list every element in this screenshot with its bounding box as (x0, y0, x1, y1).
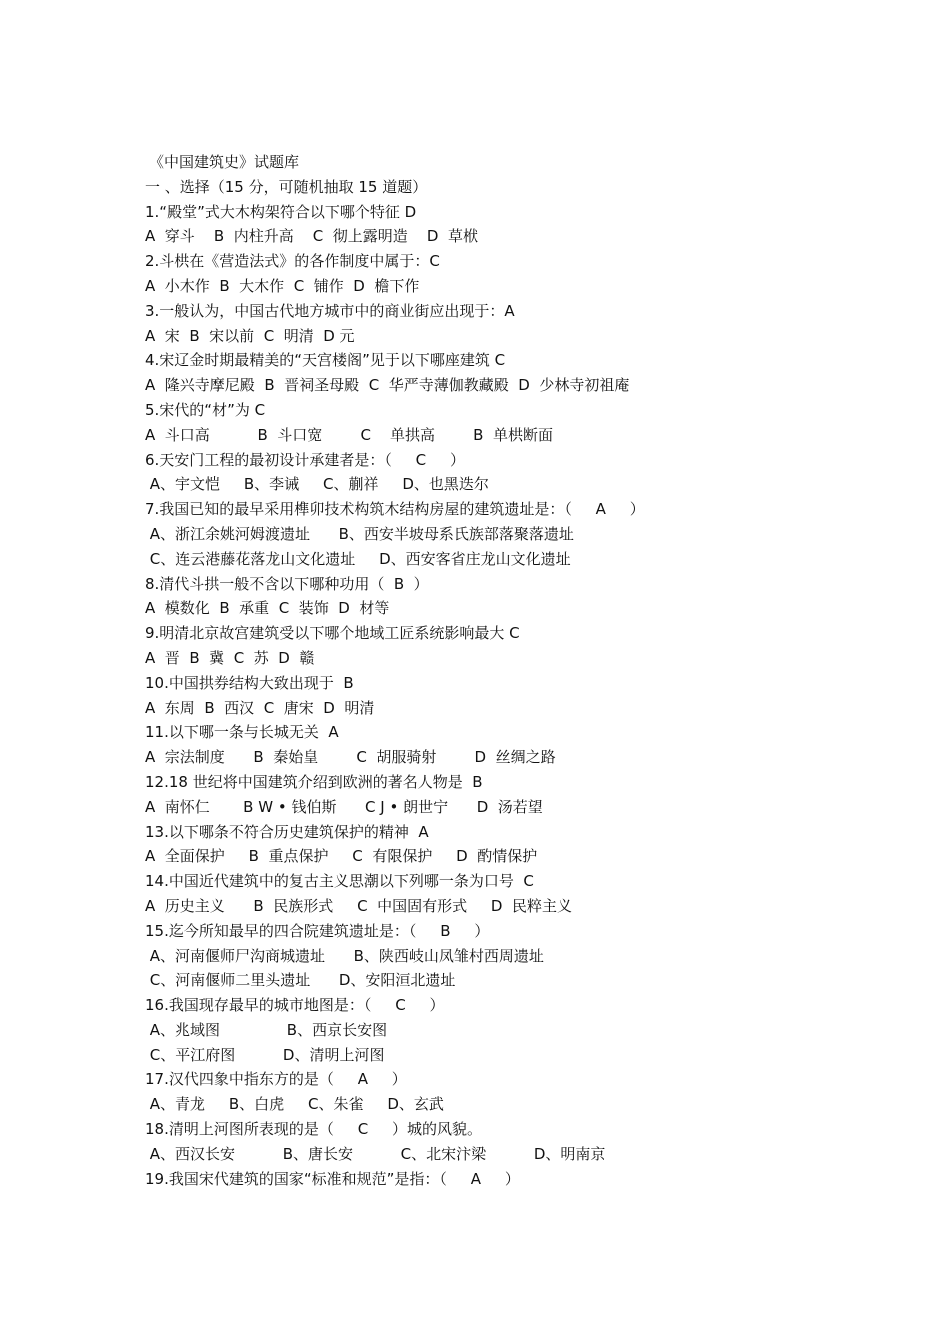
question-line: 10.中国拱券结构大致出现于 B (145, 673, 354, 692)
option-line: C、连云港藤花落龙山文化遗址 D、西安客省庄龙山文化遗址 (145, 549, 571, 568)
question-line: 13.以下哪条不符合历史建筑保护的精神 A (145, 822, 429, 841)
question-list (145, 200, 845, 1192)
option-line: A 斗口高 B 斗口宽 C 单拱高 B 单栱断面 (145, 425, 553, 444)
section-heading: 一 、选择（15 分，可随机抽取 15 道题） (145, 177, 428, 196)
option-line: C、河南偃师二里头遗址 D、安阳洹北遗址 (145, 971, 456, 990)
option-line: A 历史主义 B 民族形式 C 中国固有形式 D 民粹主义 (145, 896, 573, 915)
option-line: A 宗法制度 B 秦始皇 C 胡服骑射 D 丝绸之路 (145, 748, 556, 767)
document-title: 《中国建筑史》试题库 (149, 153, 300, 171)
option-line: A 南怀仁 B W • 钱伯斯 C J • 朗世宁 D 汤若望 (145, 797, 543, 816)
question-line: 11.以下哪一条与长城无关 A (145, 723, 339, 742)
option-line: A、宇文恺 B、李诫 C、蒯祥 D、也黑迭尔 (145, 475, 489, 494)
question-line: 9.明清北京故宫建筑受以下哪个地域工匠系统影响最大 C (145, 624, 520, 643)
question-line: 2.斗栱在《营造法式》的各作制度中属于：C (145, 252, 440, 271)
question-line: 3.一般认为，中国古代地方城市中的商业街应出现于：A (145, 301, 515, 320)
option-line: A 晋 B 冀 C 苏 D 赣 (145, 648, 315, 667)
option-line: A、河南偃师尸沟商城遗址 B、陕西岐山凤雏村西周遗址 (145, 946, 544, 965)
question-line: 16.我国现存最早的城市地图是：（ C ） (145, 996, 445, 1015)
option-line: A 东周 B 西汉 C 唐宋 D 明清 (145, 698, 375, 717)
question-line: 8.清代斗拱一般不含以下哪种功用（ B ） (145, 574, 429, 593)
document-body (145, 150, 845, 1191)
option-line: A、西汉长安 B、唐长安 C、北宋汴梁 D、明南京 (145, 1144, 606, 1163)
question-line: 6.天安门工程的最初设计承建者是：（ C ） (145, 450, 465, 469)
option-line: A、青龙 B、白虎 C、朱雀 D、玄武 (145, 1095, 444, 1114)
option-line: A、兆域图 B、西京长安图 (145, 1020, 388, 1039)
option-line: A 全面保护 B 重点保护 C 有限保护 D 酌情保护 (145, 847, 538, 866)
option-line: A 小木作 B 大木作 C 铺作 D 檐下作 (145, 276, 420, 295)
option-line: A 隆兴寺摩尼殿 B 晋祠圣母殿 C 华严寺薄伽教藏殿 D 少林寺初祖庵 (145, 376, 630, 395)
question-line: 12.18 世纪将中国建筑介绍到欧洲的著名人物是 B (145, 772, 483, 791)
question-line: 5.宋代的“材”为 C (145, 400, 266, 419)
question-line: 19.我国宋代建筑的国家“标准和规范”是指：（ A ） (145, 1169, 520, 1188)
question-line: 18.清明上河图所表现的是（ C ）城的风貌。 (145, 1120, 483, 1139)
question-line: 14.中国近代建筑中的复古主义思潮以下列哪一条为口号 C (145, 872, 534, 891)
question-line: 7.我国已知的最早采用榫卯技术构筑木结构房屋的建筑遗址是：（ A ） (145, 500, 645, 519)
question-line: 1.“殿堂”式大木构架符合以下哪个特征 D (145, 202, 417, 221)
option-line: A 穿斗 B 内柱升高 C 彻上露明造 D 草栿 (145, 227, 478, 246)
option-line: A 宋 B 宋以前 C 明清 D 元 (145, 326, 355, 345)
question-line: 15.迄今所知最早的四合院建筑遗址是：（ B ） (145, 921, 490, 940)
option-line: A 模数化 B 承重 C 装饰 D 材等 (145, 599, 390, 618)
option-line: A、浙江余姚河姆渡遗址 B、西安半坡母系氏族部落聚落遗址 (145, 524, 574, 543)
option-line: C、平江府图 D、清明上河图 (145, 1045, 385, 1064)
question-line: 4.宋辽金时期最精美的“天宫楼阁”见于以下哪座建筑 C (145, 351, 506, 370)
question-line: 17.汉代四象中指东方的是（ A ） (145, 1070, 407, 1089)
